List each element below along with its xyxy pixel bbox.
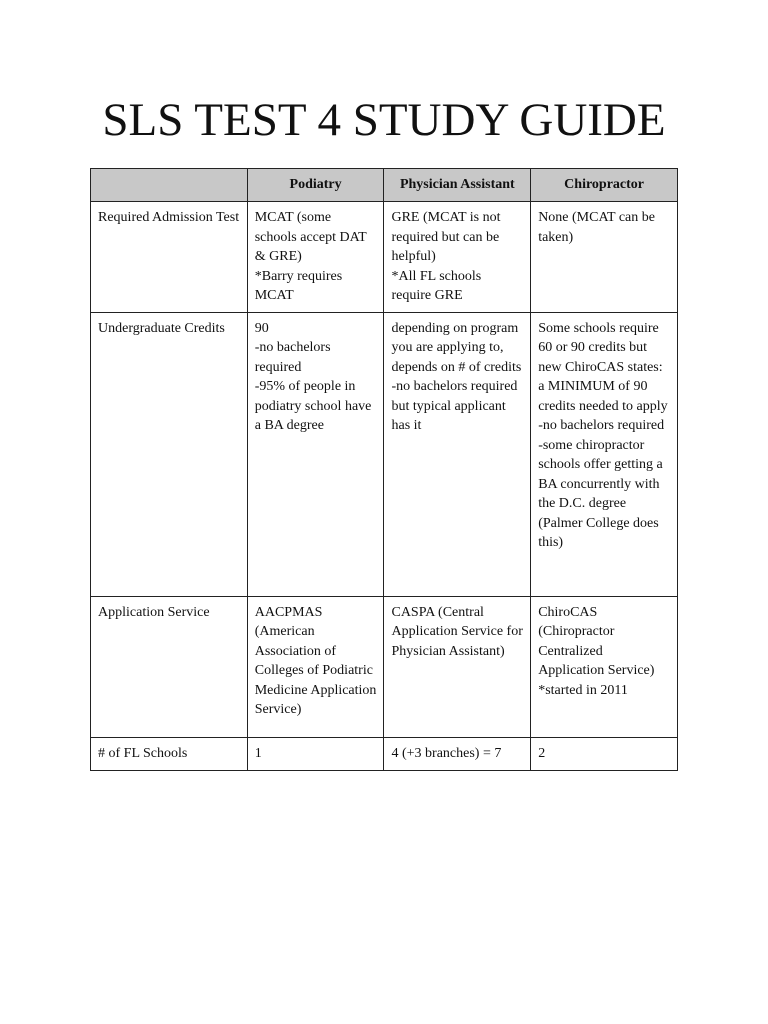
cell-line: Some schools require 60 or 90 credits but new ChiroCAS states: a MINIMUM of 90 credits needed to apply [538, 320, 668, 414]
page-title: SLS TEST 4 STUDY GUIDE [102, 94, 666, 146]
header-physician-assistant: Physician Assistant [384, 169, 531, 202]
physician-assistant-cell [384, 202, 531, 313]
cell-line: -no bachelors required but typical applicant has it [391, 379, 518, 433]
cell-line: -no bachelors required [538, 418, 665, 433]
cell-line: MCAT (some schools accept DAT & GRE) [254, 210, 367, 264]
header-podiatry: Podiatry [247, 169, 384, 202]
table-header-row [91, 169, 678, 202]
cell-line: GRE (MCAT is not required but can be helpful) [391, 210, 501, 264]
cell-line: -95% of people in podiatry school have a BA degree [254, 379, 372, 433]
cell-line: 4 (+3 branches) = 7 [391, 745, 502, 761]
chiropractor-cell [531, 596, 678, 737]
header-empty-cell [91, 169, 248, 202]
cell-line: AACPMAS (American Association of Colleges of Podiatric Medicine Application Service) [254, 604, 377, 717]
physician-assistant-cell [384, 596, 531, 737]
cell-line: depending on program you are applying to, depends on # of credits [391, 320, 522, 375]
table-row [91, 202, 678, 313]
physician-assistant-cell [384, 312, 531, 596]
chiropractor-cell [531, 737, 678, 770]
cell-line: 1 [254, 745, 262, 761]
podiatry-cell [247, 202, 384, 313]
comparison-table [90, 168, 678, 771]
table-row [91, 312, 678, 596]
cell-line: None (MCAT can be taken) [538, 210, 655, 245]
cell-line: *Barry requires MCAT [254, 268, 343, 303]
cell-line: 90 [254, 320, 269, 336]
table-row [91, 737, 678, 770]
cell-line: *started in 2011 [538, 682, 628, 698]
chiropractor-cell [531, 312, 678, 596]
cell-line: 2 [538, 745, 546, 761]
row-label: Undergraduate Credits [91, 312, 248, 596]
row-label: # of FL Schools [91, 737, 248, 770]
row-label: Required Admission Test [91, 202, 248, 313]
header-chiropractor: Chiropractor [531, 169, 678, 202]
podiatry-cell [247, 312, 384, 596]
podiatry-cell [247, 596, 384, 737]
physician-assistant-cell [384, 737, 531, 770]
podiatry-cell [247, 737, 384, 770]
cell-line: -no bachelors required [254, 340, 331, 375]
cell-line: ChiroCAS (Chiropractor Centralized Application Service) [538, 604, 655, 678]
cell-line: -some chiropractor schools offer getting a BA concurrently with the D.C. degree (Palmer College does this) [538, 437, 663, 550]
chiropractor-cell [531, 202, 678, 313]
table-row [91, 596, 678, 737]
row-label: Application Service [91, 596, 248, 737]
cell-line: CASPA (Central Application Service for Physician Assistant) [391, 604, 523, 659]
cell-line: *All FL schools require GRE [391, 268, 482, 303]
